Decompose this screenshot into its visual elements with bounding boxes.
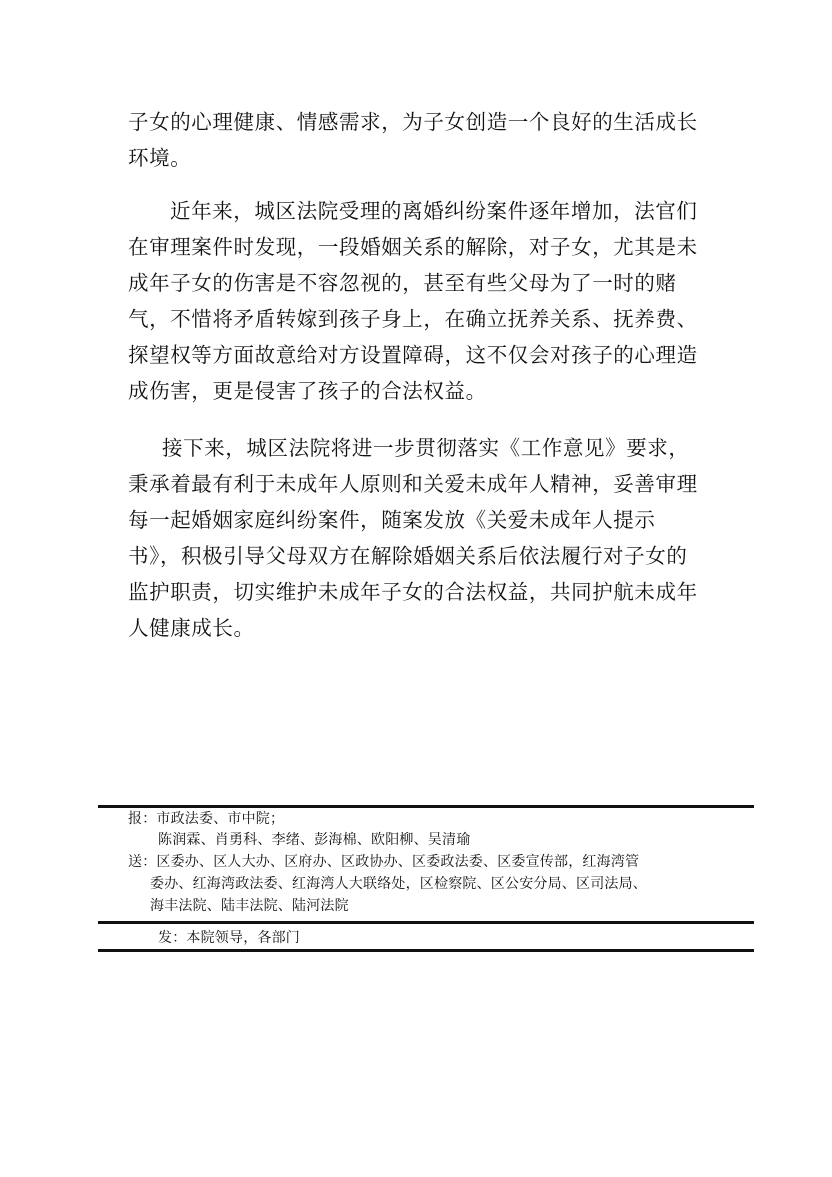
report-to-line: 报：市政法委、市中院； [128, 811, 285, 827]
body-paragraph-3: 接下来，城区法院将进一步贯彻落实《工作意见》要求，秉承着最有利于未成年人原则和关爱未成年人精神，妥善审理每一起婚姻家庭纠纷案件，随案发放《关爱未成年人提示书》，积极引导父母双方在解除婚姻关系后依法履行对子女的监护职责，切实维护未成年子女的合法权益，共同护航未成年人健康成长。 [128, 436, 698, 640]
issue-to-line: 发：本院领导，各部门 [158, 930, 300, 946]
footer-middle-rule [98, 921, 754, 924]
send-to-line-3: 海丰法院、陆丰法院、陆河法院 [150, 898, 349, 914]
report-to-names-line: 陈润霖、肖勇科、李绪、彭海棉、欧阳柳、吴清瑜 [158, 832, 471, 848]
send-to-line-1: 送：区委办、区人大办、区府办、区政协办、区委政法委、区委宣传部，红海湾管 [128, 854, 640, 870]
send-to-line-2: 委办、红海湾政法委、红海湾人大联络处，区检察院、区公安分局、区司法局、 [150, 876, 647, 892]
body-paragraph-2: 近年来，城区法院受理的离婚纠纷案件逐年增加，法官们在审理案件时发现，一段婚姻关系的解除，对子女，尤其是未成年子女的伤害是不容忽视的，甚至有些父母为了一时的赌气，不惜将矛盾转嫁到孩子身上，在确立抚养关系、抚养费、探望权等方面故意给对方设置障碍，这不仅会对孩子的心理造成伤害，更是侵害了孩子的合法权益。 [128, 199, 698, 403]
footer-bottom-rule [98, 949, 754, 952]
body-paragraph-1: 子女的心理健康、情感需求，为子女创造一个良好的生活成长环境。 [128, 110, 698, 170]
